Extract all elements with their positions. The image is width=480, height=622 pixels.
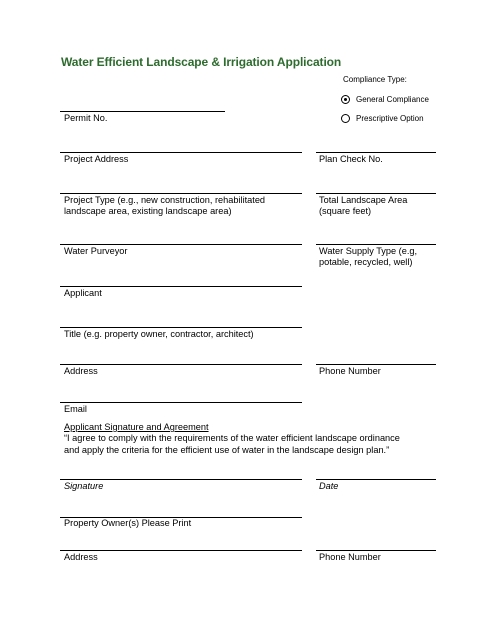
project-type-line[interactable]: [60, 193, 302, 194]
agreement-text-2: and apply the criteria for the efficient use of water in the landscape design plan.”: [64, 445, 390, 455]
title-label: Title (e.g. property owner, contractor, architect): [64, 329, 254, 339]
owner-address-line[interactable]: [60, 550, 302, 551]
permit-no-label: Permit No.: [64, 113, 108, 123]
project-type-label-2: landscape area, existing landscape area): [64, 206, 232, 216]
form-title: Water Efficient Landscape & Irrigation Application: [61, 55, 342, 69]
general-compliance-radio[interactable]: [341, 95, 350, 104]
water-purveyor-line[interactable]: [60, 244, 302, 245]
project-address-label: Project Address: [64, 154, 129, 164]
total-area-line[interactable]: [316, 193, 436, 194]
plan-check-line[interactable]: [316, 152, 436, 153]
radio-selected-dot: [344, 98, 347, 101]
signature-line[interactable]: [60, 479, 302, 480]
prescriptive-option-label: Prescriptive Option: [356, 114, 424, 123]
permit-no-line[interactable]: [60, 111, 225, 112]
phone-label: Phone Number: [319, 366, 381, 376]
date-line[interactable]: [316, 479, 436, 480]
applicant-label: Applicant: [64, 288, 102, 298]
water-supply-label-1: Water Supply Type (e.g,: [319, 246, 418, 256]
owner-print-label: Property Owner(s) Please Print: [64, 518, 192, 528]
date-label: Date: [319, 481, 339, 491]
compliance-type-heading: Compliance Type:: [343, 75, 407, 84]
plan-check-label: Plan Check No.: [319, 154, 383, 164]
address-line[interactable]: [60, 364, 302, 365]
total-area-label-1: Total Landscape Area: [319, 195, 408, 205]
applicant-line[interactable]: [60, 286, 302, 287]
title-line[interactable]: [60, 327, 302, 328]
owner-address-label: Address: [64, 552, 98, 562]
project-address-line[interactable]: [60, 152, 302, 153]
water-supply-line[interactable]: [316, 244, 436, 245]
total-area-label-2: (square feet): [319, 206, 372, 216]
general-compliance-label: General Compliance: [356, 95, 429, 104]
agreement-heading: Applicant Signature and Agreement: [64, 422, 209, 432]
address-label: Address: [64, 366, 98, 376]
phone-line[interactable]: [316, 364, 436, 365]
agreement-text-1: “I agree to comply with the requirements of the water efficient landscape ordinance: [64, 433, 400, 443]
email-label: Email: [64, 404, 87, 414]
owner-phone-line[interactable]: [316, 550, 436, 551]
owner-phone-label: Phone Number: [319, 552, 381, 562]
water-supply-label-2: potable, recycled, well): [319, 257, 413, 267]
project-type-label-1: Project Type (e.g., new construction, rehabilitated: [64, 195, 266, 205]
signature-label: Signature: [64, 481, 104, 491]
water-purveyor-label: Water Purveyor: [64, 246, 128, 256]
email-line[interactable]: [60, 402, 302, 403]
prescriptive-option-radio[interactable]: [341, 114, 350, 123]
